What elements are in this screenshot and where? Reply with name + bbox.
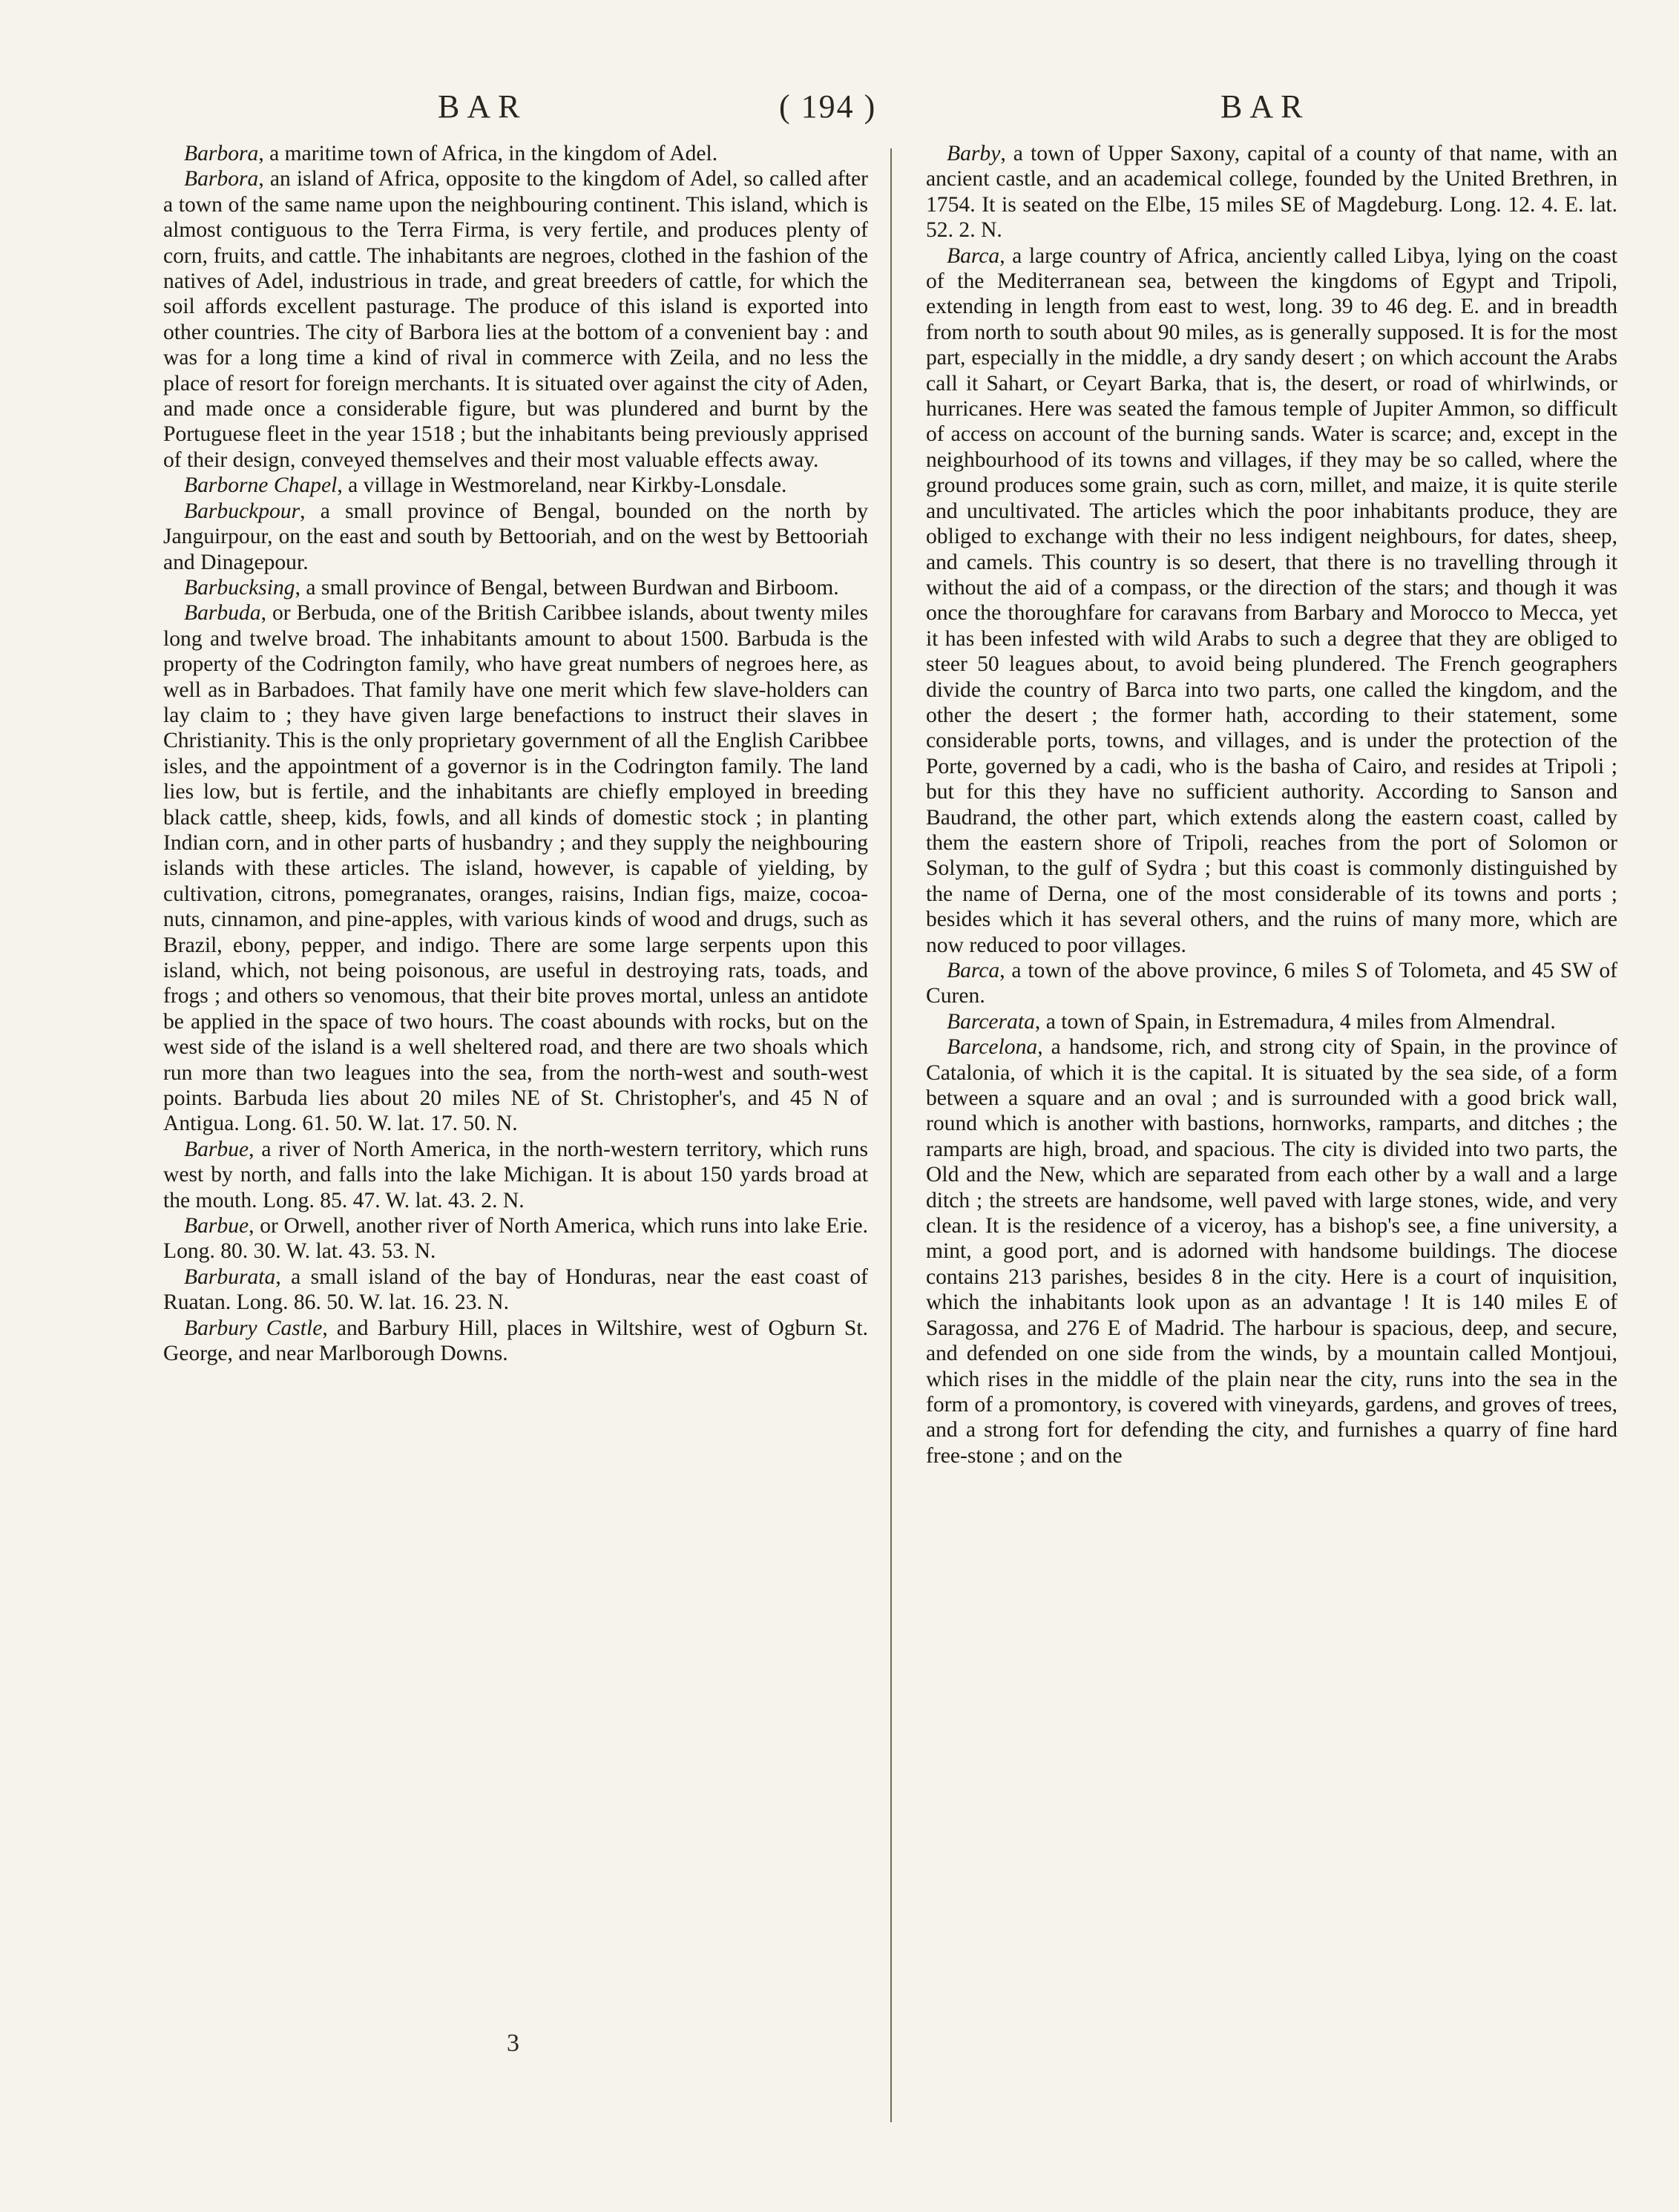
- entry-text: , a small island of the bay of Honduras, near the east coast of Ruatan. Long. 86. 50. W. lat. 16. 23. N.: [163, 1264, 868, 1315]
- entry-headword: Barbuda: [184, 601, 261, 626]
- entry: [163, 1213, 868, 1264]
- entry: [163, 600, 868, 1137]
- entry-headword: Barbora: [184, 142, 259, 165]
- entry-headword: Barby: [947, 142, 1001, 165]
- entry-text: , a maritime town of Africa, in the kingdom of Adel.: [258, 142, 718, 165]
- entry: [163, 166, 868, 473]
- entry-text: , a town of the above province, 6 miles S of Tolometa, and 45 SW of Curen.: [926, 959, 1617, 1008]
- entry: [926, 1034, 1617, 1468]
- entry-text: , a river of North America, in the north-western territory, which runs west by north, and falls into the lake Michigan. It is about 150 yards broad at the mouth. Long. 85. 47. W. lat. 43. 2. N.: [163, 1137, 868, 1212]
- entry-headword: Barbue: [184, 1214, 249, 1238]
- entry-headword: Barbue: [184, 1137, 249, 1161]
- entry: [163, 473, 868, 498]
- entry-headword: Barborne Chapel: [184, 473, 338, 498]
- entry-headword: Barca: [947, 243, 1000, 268]
- entry: [926, 141, 1617, 243]
- running-head-right: BAR: [1220, 88, 1310, 125]
- column-divider: [890, 148, 892, 2122]
- entry-headword: Barcelona: [947, 1035, 1038, 1060]
- two-column-body: [163, 141, 1617, 2159]
- signature-mark: 3: [507, 2029, 519, 2057]
- entry: [163, 1316, 868, 1367]
- entry-headword: Barbucksing: [184, 575, 295, 600]
- entry-headword: Barburata: [184, 1264, 276, 1289]
- entry-text: , a small province of Bengal, between Burdwan and Birboom.: [295, 575, 839, 600]
- entry-text: , a town of Upper Saxony, capital of a county of that name, with an ancient castle, and an academical college, founded by the United Brethren, in 1754. It is seated on the Elbe, 15 miles SE of Magdeburg. Long. 12. 4. E. lat. 52. 2. N.: [926, 142, 1617, 243]
- entry-text: , and Barbury Hill, places in Wiltshire, west of Ogburn St. George, and near Marlborough Downs.: [163, 1316, 868, 1366]
- entry-headword: Barbuckpour: [184, 499, 300, 523]
- entry: [926, 243, 1617, 958]
- running-header: [0, 88, 1679, 140]
- entry-headword: Barbora: [184, 167, 259, 191]
- entry: [163, 499, 868, 575]
- entry-text: , a large country of Africa, anciently called Libya, lying on the coast of the Mediterranean sea, between the kingdoms of Egypt and Tripoli, extending in length from east to west, long. 39 to 46 deg. E. and in breadth from north to south about 90 miles, as is generally supposed. It is for the most part, especially in the middle, a dry sandy desert ; on which account the Arabs call it Sahart, or Ceyart Barka, that is, the desert, or road of whirlwinds, or hurricanes. Here was seated the famous temple of Jupiter Ammon, so difficult of access on account of the burning sands. Water is scarce; and, except in the neighbourhood of its towns and villages, if they may be so called, where the ground produces some grain, such as corn, millet, and maize, it is quite sterile and uncultivated. The articles which the poor inhabitants produce, they are obliged to exchange with their no less indigent neighbours, for dates, sheep, and camels. This country is so desert, that there is no travelling through it without the aid of a compass, or the direction of the stars; and though it was once the thoroughfare for caravans from Barbary and Morocco to Mecca, yet it has been infested with wild Arabs to such a degree that they are obliged to steer 50 leagues about, to avoid being plundered. The French geographers divide the country of Barca into two parts, one called the kingdom, and the other the desert ; the former hath, according to their statement, some considerable ports, towns, and villages, and is under the protection of the Porte, governed by a cadi, who is the basha of Cairo, and resides at Tripoli ; but for this they have no sufficient authority. According to Sanson and Baudrand, the other part, which extends along the eastern coast, called by them the eastern shore of Tripoli, reaches from the port of Solomon or Solyman, to the gulf of Sydra ; but this coast is commonly distinguished by the name of Derna, one of the most considerable of its towns and ports ; besides which it has several others, and the ruins of many more, which are now reduced to poor villages.: [926, 243, 1617, 957]
- left-column: [163, 141, 868, 2144]
- entry: [163, 141, 868, 166]
- entry-text: , a village in Westmoreland, near Kirkby-Lonsdale.: [337, 473, 787, 498]
- page-number: ( 194 ): [779, 88, 877, 125]
- entry-text: , an island of Africa, opposite to the kingdom of Adel, so called after a town of the same name upon the neighbouring continent. This island, which is almost contiguous to the Terra Firma, is very fertile, and produces plenty of corn, fruits, and cattle. The inhabitants are negroes, clothed in the fashion of the natives of Adel, industrious in trade, and great breeders of cattle, for which the soil affords excellent pasturage. The produce of this island is exported into other countries. The city of Barbora lies at the bottom of a convenient bay : and was for a long time a kind of rival in commerce with Zeila, and no less the place of resort for foreign merchants. It is situated over against the city of Aden, and made once a considerable figure, but was plundered and burnt by the Portuguese fleet in the year 1518 ; but the inhabitants being previously apprised of their design, conveyed themselves and their most valuable effects away.: [163, 167, 868, 472]
- entry-text: , a handsome, rich, and strong city of Spain, in the province of Catalonia, of which it is the capital. It is situated by the sea side, of a form between a square and an oval ; and is surrounded with a good brick wall, round which is another with bastions, hornworks, ramparts, and ditches ; the ramparts are high, broad, and spacious. The city is divided into two parts, the Old and the New, which are separated from each other by a wall and a large ditch ; the streets are handsome, well paved with large stones, wide, and very clean. It is the residence of a viceroy, has a bishop's see, a fine university, a mint, a good port, and is adorned with handsome buildings. The diocese contains 213 parishes, besides 8 in the city. Here is a court of inquisition, which the inhabitants look upon as an advantage ! It is 140 miles E of Saragossa, and 276 E of Madrid. The harbour is spacious, deep, and secure, and defended on one side from the winds, by a mountain called Montjoui, which rises in the middle of the plain near the city, runs into the sea in the form of a promontory, is covered with vineyards, gardens, and groves of trees, and a strong fort for defending the city, and furnishes a quarry of fine hard free-stone ; and on the: [926, 1035, 1617, 1468]
- entry-headword: Barcerata: [947, 1009, 1035, 1034]
- entry: [926, 1009, 1617, 1034]
- entry-text: , or Orwell, another river of North America, which runs into lake Erie. Long. 80. 30. W. lat. 43. 53. N.: [163, 1214, 868, 1264]
- right-column: [926, 141, 1617, 2144]
- entry-text: , a town of Spain, in Estremadura, 4 miles from Almendral.: [1034, 1009, 1556, 1034]
- entry-text: , or Berbuda, one of the British Caribbee islands, about twenty miles long and twelve broad. The inhabitants amount to about 1500. Barbuda is the property of the Codrington family, who have great numbers of negroes here, as well as in Barbadoes. That family have one merit which few slave-holders can lay claim to ; they have given large benefactions to instruct their slaves in Christianity. This is the only proprietary government of all the English Caribbee isles, and the appointment of a governor is in the Codrington family. The land lies low, but is fertile, and the inhabitants are chiefly employed in breeding black cattle, sheep, kids, fowls, and all kinds of domestic stock ; in planting Indian corn, and in other parts of husbandry ; and they supply the neighbouring islands with these articles. The island, however, is capable of yielding, by cultivation, citrons, pomegranates, oranges, raisins, Indian figs, maize, cocoa-nuts, cinnamon, and pine-apples, with various kinds of wood and drugs, such as Brazil, ebony, pepper, and indigo. There are some large serpents upon this island, which, not being poisonous, are useful in destroying rats, toads, and frogs ; and others so venomous, that their bite proves mortal, unless an antidote be applied in the space of two hours. The coast abounds with rocks, but on the west side of the island is a well sheltered road, and there are two shoals which run more than two leagues into the sea, from the north-west and south-west points. Barbuda lies about 20 miles NE of St. Christopher's, and 45 N of Antigua. Long. 61. 50. W. lat. 17. 50. N.: [163, 601, 868, 1136]
- entry-headword: Barbury Castle: [184, 1316, 323, 1340]
- entry: [926, 958, 1617, 1009]
- running-head-left: BAR: [438, 88, 528, 125]
- entry-text: , a small province of Bengal, bounded on the north by Janguirpour, on the east and south by Bettooriah, and on the west by Bettooriah and Dinagepour.: [163, 499, 868, 574]
- entry: [163, 1264, 868, 1316]
- entry-headword: Barca: [947, 959, 1000, 982]
- entry: [163, 1137, 868, 1213]
- entry: [163, 575, 868, 600]
